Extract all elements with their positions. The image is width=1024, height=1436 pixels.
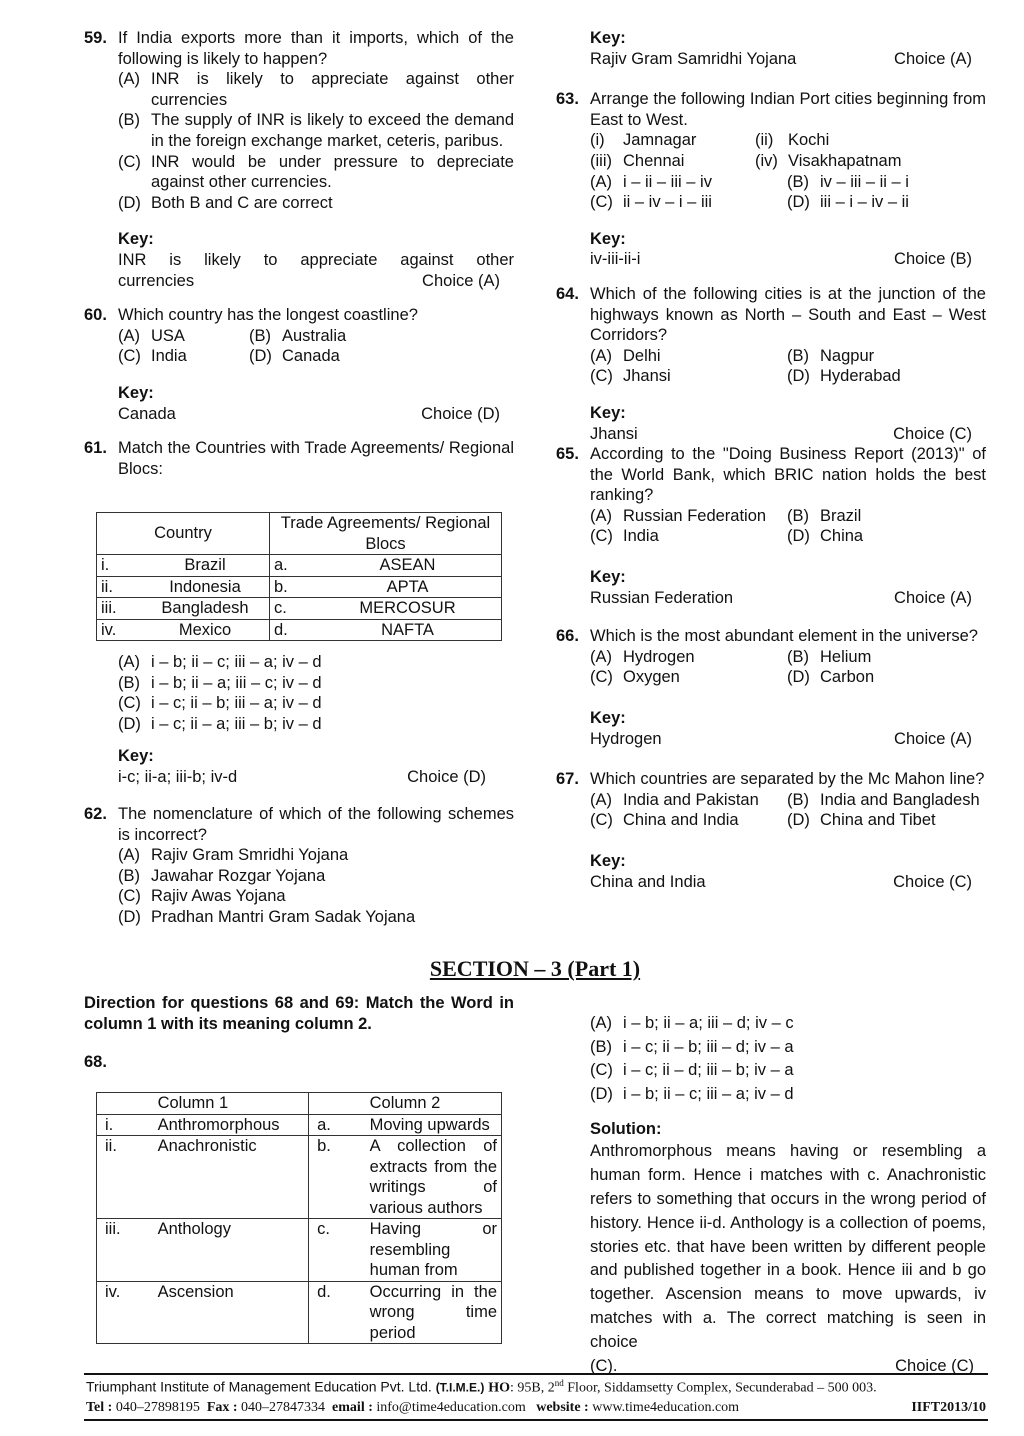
question-text: Which of the following cities is at the junction of the highways known as North – South and East – West Corridors? <box>590 284 986 345</box>
question-68-number: 68. <box>84 1053 107 1071</box>
key-label: Key: <box>118 747 154 765</box>
option-b <box>118 673 322 694</box>
row-letter: a. <box>309 1114 366 1136</box>
option-text: iii – i – iv – ii <box>820 193 909 212</box>
option-text: i – c; ii – d; iii – b; iv – a <box>623 1061 794 1080</box>
option-text: Nagpur <box>820 346 875 365</box>
direction-text: Direction for questions 68 and 69: Match the Word in column 1 with its meaning column 2. <box>84 994 514 1033</box>
key-row <box>590 872 986 893</box>
option-text: Canada <box>282 347 340 366</box>
option-label: (A) <box>118 70 140 89</box>
row-letter: b. <box>309 1136 366 1219</box>
option-text: Hydrogen <box>623 647 695 666</box>
option-label: (A) <box>118 326 140 345</box>
option-b <box>787 647 986 668</box>
option-b <box>787 790 986 811</box>
option-label: (A) <box>118 653 140 671</box>
option-a <box>590 647 787 668</box>
option-label: (A) <box>590 647 612 666</box>
options-grid <box>118 326 514 367</box>
word-cell: Anthromorphous <box>154 1114 309 1136</box>
table-row <box>97 619 502 641</box>
answer-key <box>590 567 986 608</box>
option-b <box>590 1036 986 1060</box>
email-label: email : <box>332 1400 373 1415</box>
option-text: Jawahar Rozgar Yojana <box>151 866 326 885</box>
key-label: Key: <box>590 403 626 422</box>
table-header-row <box>97 513 502 555</box>
ho-label: HO <box>488 1380 511 1396</box>
question-63 <box>556 89 986 270</box>
option-a <box>590 172 787 193</box>
row-number: ii. <box>97 1136 154 1219</box>
question-text: Match the Countries with Trade Agreements/ Regional Blocs: <box>118 439 514 478</box>
option-text: China <box>820 527 864 546</box>
option-label: (C) <box>118 152 141 171</box>
question-number: 61. <box>84 439 107 458</box>
key-answer: INR is likely to appreciate against other <box>118 250 514 269</box>
option-label: (B) <box>590 1037 612 1056</box>
option-text: Rajiv Awas Yojana <box>151 887 286 906</box>
key-answer: Jhansi <box>590 424 638 443</box>
row-number: ii. <box>97 576 142 598</box>
table-row <box>97 555 502 577</box>
key-answer: Russian Federation <box>590 588 734 607</box>
option-label: (A) <box>590 790 612 809</box>
address-part: : 95B, 2 <box>510 1380 555 1396</box>
row-letter: c. <box>270 598 315 620</box>
company-abbr: (T.I.M.E.) <box>435 1380 485 1395</box>
header-column-1: Column 1 <box>154 1093 309 1115</box>
question-number: 63. <box>556 90 579 109</box>
table-header-row <box>97 1093 502 1115</box>
solution-tail: (C). <box>590 1356 618 1375</box>
solution-text: Anthromorphous means having or resembling a human form. Hence i matches with c. Anachronistic refers to something that occurs in the wrong period of history. Hence ii-d. Anthology is a collection of poems, stories etc. that have been written by different people and published together in a book. Hence iii and b go together. Ascension means to move upwards, iv matches with a. The correct matching is seen in choice <box>590 1142 986 1351</box>
question-number: 66. <box>556 627 579 646</box>
country-cell: Brazil <box>141 555 270 577</box>
key-answer: Rajiv Gram Samridhi Yojana <box>590 49 797 68</box>
option-label: (D) <box>787 811 810 830</box>
option-label: (C) <box>118 694 141 713</box>
option-c <box>590 810 787 831</box>
word-cell: Ascension <box>154 1281 309 1344</box>
meaning-cell: Occurring in the wrong time period <box>366 1281 502 1344</box>
question-65 <box>556 444 986 608</box>
option-d <box>118 193 514 214</box>
option-d <box>249 346 514 367</box>
fax-number: 040–27847334 <box>241 1400 326 1415</box>
option-label: (D) <box>118 193 141 212</box>
option-label: (A) <box>590 506 612 525</box>
website-label: website : <box>536 1400 589 1415</box>
fax-label: Fax : <box>206 1400 238 1415</box>
footer-contact-row <box>86 1400 986 1416</box>
question-number: 60. <box>84 306 107 325</box>
option-text: Oxygen <box>623 668 680 687</box>
right-column <box>556 28 986 892</box>
match-table-61 <box>96 512 502 641</box>
bloc-cell: MERCOSUR <box>314 598 502 620</box>
answer-key <box>590 229 986 270</box>
option-label: (C) <box>590 193 613 212</box>
option-b <box>249 326 514 347</box>
key-row <box>590 249 986 270</box>
option-text: ii – iv – i – iii <box>623 193 712 212</box>
key-choice: Choice (A) <box>422 271 500 290</box>
key-row <box>118 767 500 788</box>
option-c <box>590 526 787 547</box>
option-text: India and Bangladesh <box>820 790 980 809</box>
question-number: 64. <box>556 284 579 303</box>
footer-divider-bottom <box>84 1419 988 1421</box>
option-text: Jhansi <box>623 367 671 386</box>
word-cell: Anachronistic <box>154 1136 309 1219</box>
key-label: Key: <box>118 230 154 249</box>
item-ii <box>755 130 986 151</box>
row-number: i. <box>97 1114 154 1136</box>
contact-info <box>86 1400 739 1416</box>
key-answer: Canada <box>118 404 176 423</box>
option-text: i – c; ii – b; iii – a; iv – d <box>151 694 322 713</box>
option-d <box>787 667 986 688</box>
row-number: iii. <box>97 1219 154 1282</box>
tel-number: 040–27898195 <box>115 1400 200 1415</box>
option-b <box>787 506 986 527</box>
option-text: Brazil <box>820 506 862 525</box>
country-cell: Bangladesh <box>141 598 270 620</box>
option-label: (D) <box>118 907 141 926</box>
row-letter: c. <box>309 1219 366 1282</box>
item-text: Chennai <box>623 151 685 170</box>
question-62-block <box>84 804 514 928</box>
key-row <box>118 404 514 425</box>
option-label: (B) <box>787 790 809 809</box>
option-d <box>787 526 986 547</box>
option-d <box>787 366 986 387</box>
option-text: Both B and C are correct <box>151 193 333 212</box>
key-label: Key: <box>590 29 626 47</box>
key-choice: Choice (A) <box>894 729 972 748</box>
question-number: 59. <box>84 29 107 47</box>
option-label: (D) <box>787 527 810 546</box>
option-b <box>118 110 514 151</box>
question-text: If India exports more than it imports, which of the following is likely to happen? <box>118 29 514 68</box>
option-text: Carbon <box>820 668 875 687</box>
key-choice: Choice (C) <box>893 872 972 891</box>
key-choice: Choice (C) <box>893 424 972 443</box>
option-c <box>118 152 514 193</box>
key-choice: Choice (B) <box>894 250 972 269</box>
question-61-options <box>118 652 322 734</box>
option-label: (A) <box>118 846 140 865</box>
header-spacer <box>309 1093 366 1115</box>
question-text: According to the "Doing Business Report (2013)" of the World Bank, which BRIC nation holds the best ranking? <box>590 445 986 505</box>
option-label: (C) <box>118 887 141 906</box>
option-label: (B) <box>118 673 140 692</box>
option-label: (C) <box>590 1061 613 1080</box>
option-text: China and Tibet <box>820 811 936 830</box>
option-text: i – b; ii – c; iii – a; iv – d <box>623 1084 794 1103</box>
answer-key-62 <box>556 28 986 69</box>
option-a <box>118 845 514 866</box>
option-label: (B) <box>787 346 809 365</box>
option-a <box>118 326 249 347</box>
email-link[interactable]: info@time4education.com <box>376 1400 526 1415</box>
options-grid <box>590 172 986 213</box>
header-column-2: Column 2 <box>366 1093 502 1115</box>
answer-key <box>590 851 986 892</box>
key-label: Key: <box>590 709 626 728</box>
answer-key <box>590 708 986 749</box>
option-a <box>590 506 787 527</box>
header-spacer <box>97 1093 154 1115</box>
option-label: (A) <box>590 1014 612 1032</box>
key-label: Key: <box>118 383 154 402</box>
option-b <box>118 866 514 887</box>
meaning-cell: Having or resembling human from <box>366 1219 502 1282</box>
header-trade-agreements: Trade Agreements/ Regional Blocs <box>270 513 502 555</box>
row-letter: d. <box>270 619 315 641</box>
option-text: India <box>623 527 659 546</box>
option-label: (D) <box>590 1084 613 1103</box>
option-label: (B) <box>787 172 809 191</box>
key-row <box>590 588 986 609</box>
row-letter: b. <box>270 576 315 598</box>
answer-key-61 <box>118 746 500 787</box>
items-grid <box>590 130 986 171</box>
item-label: (iv) <box>755 151 778 170</box>
question-number: 65. <box>556 445 579 464</box>
option-a <box>590 346 787 367</box>
answer-key <box>590 403 986 444</box>
item-iv <box>755 151 986 172</box>
key-answer-cont: currencies <box>118 271 195 290</box>
option-c <box>118 886 514 907</box>
option-label: (A) <box>590 172 612 191</box>
key-row <box>118 271 514 292</box>
question-67 <box>556 769 986 892</box>
row-number: iii. <box>97 598 142 620</box>
option-label: (D) <box>118 714 141 733</box>
table-row <box>97 1281 502 1344</box>
option-label: (B) <box>787 647 809 666</box>
option-text: i – b; ii – c; iii – a; iv – d <box>151 653 322 671</box>
key-choice: Choice (D) <box>407 767 486 786</box>
row-number: iv. <box>97 619 142 641</box>
key-choice: Choice (A) <box>894 49 972 68</box>
table-row <box>97 598 502 620</box>
company-name: Triumphant Institute of Management Education Pvt. Ltd. <box>86 1378 432 1395</box>
bloc-cell: ASEAN <box>314 555 502 577</box>
option-label: (D) <box>787 193 810 212</box>
item-text: Visakhapatnam <box>788 151 902 170</box>
solution-label: Solution: <box>590 1120 662 1139</box>
option-label: (D) <box>787 668 810 687</box>
key-row <box>590 49 986 70</box>
section-title: SECTION – 3 (Part 1) <box>429 956 641 981</box>
option-d <box>787 810 986 831</box>
option-c <box>118 346 249 367</box>
option-text: i – b; ii – a; iii – c; iv – d <box>151 673 322 692</box>
option-text: India <box>151 347 187 366</box>
option-text: Rajiv Gram Smridhi Yojana <box>151 846 349 865</box>
word-cell: Anthology <box>154 1219 309 1282</box>
option-text: i – ii – iii – iv <box>623 172 712 191</box>
option-c <box>590 192 787 213</box>
option-text: Russian Federation <box>623 506 767 525</box>
options-grid <box>590 346 986 387</box>
option-label: (A) <box>590 346 612 365</box>
option-text: i – c; ii – b; iii – d; iv – a <box>623 1037 794 1056</box>
option-text: India and Pakistan <box>623 790 759 809</box>
table-row <box>97 1136 502 1219</box>
option-label: (B) <box>118 866 140 885</box>
meaning-cell: A collection of extracts from the writings of various authors <box>366 1136 502 1219</box>
address-sup: nd <box>554 1378 564 1388</box>
item-iii <box>590 151 755 172</box>
option-text: The supply of INR is likely to exceed the demand in the foreign exchange market, ceteris, paribus. <box>151 111 514 150</box>
options-grid <box>590 647 986 688</box>
key-answer: Hydrogen <box>590 729 662 748</box>
option-label: (D) <box>787 367 810 386</box>
row-letter: d. <box>309 1281 366 1344</box>
question-number: 62. <box>84 805 107 823</box>
solution-choice: Choice (C) <box>895 1356 974 1375</box>
question-64 <box>556 284 986 444</box>
item-text: Jamnagar <box>623 131 697 150</box>
question-text: Which countries are separated by the Mc Mahon line? <box>590 770 985 789</box>
address-rest: Floor, Siddamsetty Complex, Secunderabad – 500 003. <box>563 1380 877 1396</box>
item-text: Kochi <box>788 131 830 150</box>
table-row <box>97 1219 502 1282</box>
match-table-68 <box>96 1092 502 1344</box>
option-label: (B) <box>118 111 140 130</box>
row-number: iv. <box>97 1281 154 1344</box>
option-b <box>787 172 986 193</box>
option-c <box>590 366 787 387</box>
option-text: INR would be under pressure to depreciate against other currencies. <box>151 152 514 192</box>
option-label: (C) <box>118 347 141 366</box>
key-answer: i-c; ii-a; iii-b; iv-d <box>118 767 238 786</box>
footer-divider-top <box>84 1373 988 1375</box>
option-text: USA <box>151 326 185 345</box>
option-label: (D) <box>249 347 272 366</box>
option-text: Delhi <box>623 346 661 365</box>
item-label: (i) <box>590 131 605 150</box>
key-choice: Choice (D) <box>421 404 500 423</box>
option-d <box>118 714 322 735</box>
option-b <box>787 346 986 367</box>
option-d <box>118 907 514 928</box>
option-text: INR is likely to appreciate against other currencies <box>151 70 514 109</box>
key-answer: China and India <box>590 872 706 891</box>
question-68-options-and-solution <box>590 1012 986 1378</box>
option-d <box>787 192 986 213</box>
options-grid <box>590 790 986 831</box>
option-c <box>590 667 787 688</box>
option-label: (C) <box>590 668 613 687</box>
question-text: Which country has the longest coastline? <box>118 306 418 325</box>
question-59 <box>84 28 514 291</box>
option-a <box>118 652 322 673</box>
left-column <box>84 28 514 479</box>
option-label: (C) <box>590 367 613 386</box>
question-text: Arrange the following Indian Port cities beginning from East to West. <box>590 90 986 129</box>
question-66 <box>556 626 986 749</box>
option-a <box>118 69 514 110</box>
option-text: China and India <box>623 811 739 830</box>
option-text: Hyderabad <box>820 367 901 386</box>
key-label: Key: <box>590 852 626 870</box>
option-text: i – b; ii – a; iii – d; iv – c <box>623 1014 794 1032</box>
option-label: (B) <box>787 506 809 525</box>
option-text: Helium <box>820 647 872 666</box>
bloc-cell: APTA <box>314 576 502 598</box>
item-label: (ii) <box>755 131 774 150</box>
option-label: (C) <box>590 811 613 830</box>
option-d <box>590 1083 986 1107</box>
option-c <box>118 693 322 714</box>
page-code: IIFT2013/10 <box>911 1400 986 1415</box>
key-row <box>590 424 986 445</box>
option-text: Pradhan Mantri Gram Sadak Yojana <box>151 907 416 926</box>
option-c <box>590 1059 986 1083</box>
header-country: Country <box>97 513 270 555</box>
option-label: (C) <box>590 527 613 546</box>
key-label: Key: <box>590 229 626 248</box>
option-text: i – c; ii – a; iii – b; iv – d <box>151 714 322 733</box>
option-text: iv – iii – ii – i <box>820 172 909 191</box>
table-row <box>97 1114 502 1136</box>
meaning-cell: Moving upwards <box>366 1114 502 1136</box>
question-text: Which is the most abundant element in the universe? <box>590 627 978 646</box>
option-a <box>590 1012 986 1036</box>
country-cell: Mexico <box>141 619 270 641</box>
item-i <box>590 130 755 151</box>
tel-label: Tel : <box>86 1400 113 1415</box>
question-62 <box>84 804 514 928</box>
key-answer: iv-iii-ii-i <box>590 250 641 269</box>
question-60 <box>84 305 514 424</box>
key-label: Key: <box>590 568 626 587</box>
answer-key <box>118 383 514 424</box>
question-61 <box>84 438 514 479</box>
question-number: 67. <box>556 770 579 789</box>
answer-key <box>118 229 514 291</box>
website-link[interactable]: www.time4education.com <box>592 1400 740 1415</box>
row-number: i. <box>97 555 142 577</box>
option-a <box>590 790 787 811</box>
options-grid <box>590 506 986 547</box>
question-text: The nomenclature of which of the following schemes is incorrect? <box>118 805 514 844</box>
country-cell: Indonesia <box>141 576 270 598</box>
bloc-cell: NAFTA <box>314 619 502 641</box>
option-text: Australia <box>282 326 347 345</box>
item-label: (iii) <box>590 151 612 170</box>
option-label: (B) <box>249 326 271 345</box>
row-letter: a. <box>270 555 315 577</box>
key-choice: Choice (A) <box>894 588 972 607</box>
table-row <box>97 576 502 598</box>
key-row <box>590 729 986 750</box>
footer-address-row <box>86 1378 986 1397</box>
